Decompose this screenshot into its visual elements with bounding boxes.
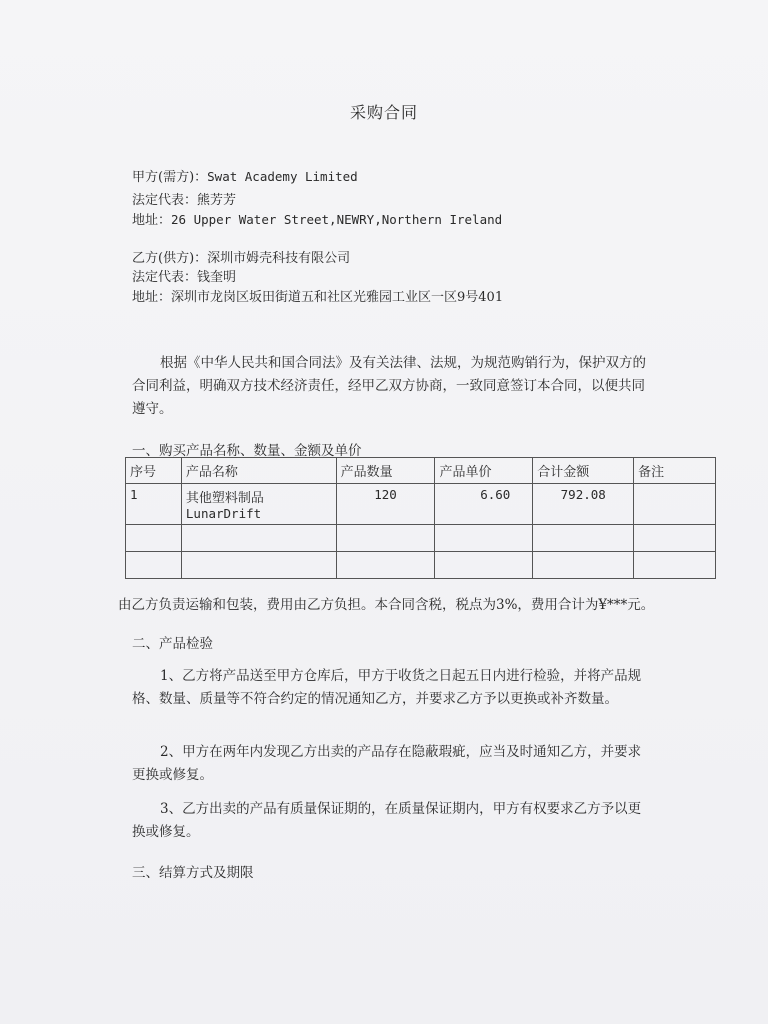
party-a-addr-line xyxy=(132,209,502,228)
product-table xyxy=(125,457,716,579)
party-b-addr-line xyxy=(132,286,503,305)
product-name-en: LunarDrift xyxy=(185,506,262,521)
intro-paragraph: 根据《中华人民共和国合同法》及有关法律、法规，为规范购销行为，保护双方的合同利益，明确双方技术经济责任，经甲乙双方协商，一致同意签订本合同，以便共同遵守。 xyxy=(132,355,646,417)
party-b-line xyxy=(132,247,350,266)
party-b-addr: 深圳市龙岗区坂田街道五和社区光雅园工业区一区9号401 xyxy=(171,290,504,305)
party-a-rep-line xyxy=(132,189,236,208)
shipping-note: 由乙方负责运输和包装，费用由乙方负担。本合同含税，税点为3%，费用合计为¥***元。 xyxy=(118,597,655,613)
col-remark-header: 备注 xyxy=(634,458,716,484)
product-name-cn: 其他塑料制品 xyxy=(185,491,264,506)
section-2-paragraph-2: 2、甲方在两年内发现乙方出卖的产品存在隐蔽瑕疵，应当及时通知乙方，并要求更换或修复。 xyxy=(132,744,642,783)
party-b-addr-label: 地址： xyxy=(132,290,172,305)
table-row-empty xyxy=(126,552,716,579)
party-a-rep: 熊芳芳 xyxy=(197,193,237,208)
document-title: 采购合同 xyxy=(349,103,418,122)
party-a-addr: 26 Upper Water Street,NEWRY,Northern Ireland xyxy=(171,212,503,227)
section-2-paragraph-1: 1、乙方将产品送至甲方仓库后，甲方于收货之日起五日内进行检验，并将产品规格、数量、质量等不符合约定的情况通知乙方，并要求乙方予以更换或补齐数量。 xyxy=(132,668,642,707)
party-a-rep-label: 法定代表： xyxy=(132,193,198,208)
cell-remark xyxy=(634,484,716,525)
party-a-line xyxy=(132,166,358,185)
cell-product-name xyxy=(181,484,336,525)
section-1-heading: 一、购买产品名称、数量、金额及单价 xyxy=(132,443,362,459)
table-row xyxy=(126,484,716,525)
party-a-label: 甲方(需方)： xyxy=(132,170,208,185)
section-2-heading: 二、产品检验 xyxy=(132,636,213,652)
cell-qty: 120 xyxy=(336,484,435,525)
party-a-name: Swat Academy Limited xyxy=(207,169,358,184)
col-name-header: 产品名称 xyxy=(181,458,336,484)
col-total-header: 合计金额 xyxy=(533,458,634,484)
party-b-rep-line xyxy=(132,266,236,285)
section-3-heading: 三、结算方式及期限 xyxy=(132,865,254,881)
cell-no: 1 xyxy=(126,484,182,525)
cell-total: 792.08 xyxy=(533,484,634,525)
party-a-addr-label: 地址： xyxy=(132,213,172,228)
party-b-rep-label: 法定代表： xyxy=(132,270,198,285)
party-b-label: 乙方(供方)： xyxy=(132,251,208,266)
col-no-header: 序号 xyxy=(126,458,182,484)
section-2-paragraph-3: 3、乙方出卖的产品有质量保证期的，在质量保证期内，甲方有权要求乙方予以更换或修复。 xyxy=(132,801,642,840)
party-b-name: 深圳市姆壳科技有限公司 xyxy=(207,251,351,266)
table-header-row xyxy=(126,458,716,484)
col-price-header: 产品单价 xyxy=(435,458,533,484)
cell-price: 6.60 xyxy=(435,484,533,525)
col-qty-header: 产品数量 xyxy=(336,458,435,484)
party-b-rep: 钱奎明 xyxy=(197,270,237,285)
table-row-empty xyxy=(126,525,716,552)
